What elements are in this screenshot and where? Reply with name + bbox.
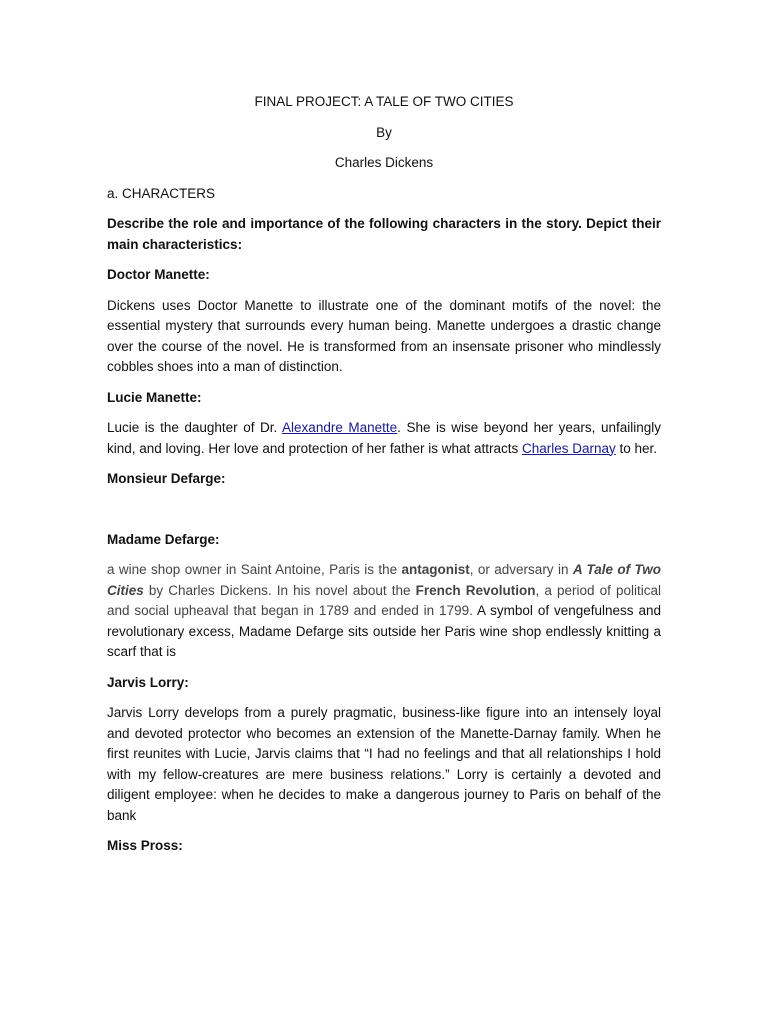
heading-miss-pross: Miss Pross:: [107, 838, 183, 853]
lucie-text-2: . She is wise beyond her years, unfailingly kind, and loving. Her love and protection of her father is what attracts: [107, 420, 662, 456]
document-content: [107, 92, 661, 867]
md-italic-title: A Tale of Two Cities: [107, 562, 661, 598]
instructions: Describe the role and importance of the following characters in the story. Depict their main characteristics:: [107, 216, 661, 252]
md-text-5: A symbol of vengefulness and revolutionary excess, Madame Defarge sits outside her Paris wine shop endlessly knitting a scarf that is: [107, 603, 661, 659]
md-text-3: by Charles Dickens. In his novel about the: [143, 582, 416, 598]
link-alexandre-manette[interactable]: Alexandre Manette: [282, 420, 398, 435]
document-title: FINAL PROJECT: A TALE OF TWO CITIES: [254, 94, 514, 109]
section-heading: a. CHARACTERS: [107, 185, 216, 201]
author-name: Charles Dickens: [334, 155, 434, 170]
md-text-4: , a period of political and social upheaval that began in 1789 and ended in 1799.: [107, 582, 661, 618]
lucie-text-3: to her.: [615, 440, 658, 456]
empty-space: [107, 500, 661, 530]
by-line: By: [376, 124, 392, 140]
lucie-text-1: Lucie is the daughter of Dr.: [107, 420, 283, 435]
heading-lucie-manette: Lucie Manette:: [107, 389, 202, 405]
heading-madame-defarge: Madame Defarge:: [107, 531, 220, 547]
text-jarvis-lorry: Jarvis Lorry develops from a purely pragmatic, business-like figure into an intensely loyal and devoted protector who becomes an extension of the Manette-Darnay family. When he first reunites with Lucie, Jarvis claims that “I had no feelings and that all relationships I hold with my fellow-creatures are mere business relations.” Lorry is certainly a devoted and diligent employee: when he decides to make a dangerous journey to Paris on behalf of the bank: [107, 705, 661, 823]
link-charles-darnay[interactable]: Charles Darnay: [521, 440, 616, 456]
heading-jarvis-lorry: Jarvis Lorry:: [107, 674, 189, 690]
text-doctor-manette: Dickens uses Doctor Manette to illustrate one of the dominant motifs of the novel: the essential mystery that surrounds every human being. Manette undergoes a drastic change over the course of the novel. He is transformed from an insensate prisoner who mindlessly cobbles shoes into a man of distinction.: [107, 297, 661, 374]
md-text-1: a wine shop owner in Saint Antoine, Paris is the: [107, 562, 402, 577]
heading-doctor-manette: Doctor Manette:: [107, 267, 210, 282]
heading-monsieur-defarge: Monsieur Defarge:: [107, 471, 226, 486]
text-lucie-manette: [107, 418, 661, 459]
text-madame-defarge: [107, 560, 661, 663]
md-text-2: , or adversary in: [469, 562, 573, 577]
md-bold-antagonist: antagonist: [401, 562, 470, 577]
md-bold-french-revolution: French Revolution: [415, 582, 536, 598]
